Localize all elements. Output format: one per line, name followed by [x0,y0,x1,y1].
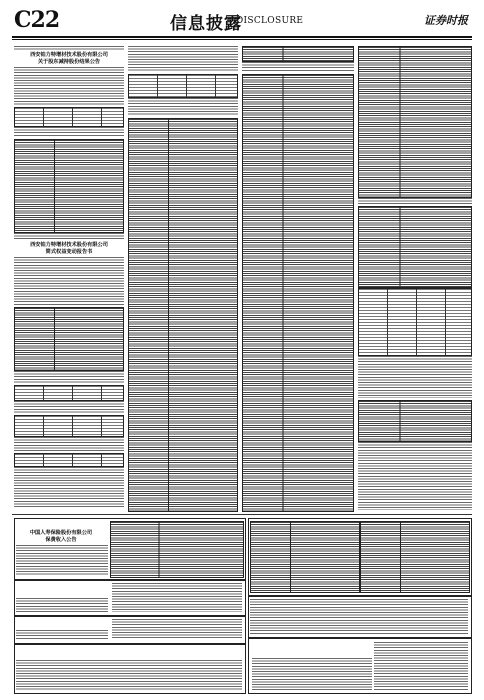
announcement-headline [14,52,124,65]
headline-line: 西安铂力特增材技术股份有限公司 [30,242,108,248]
announcement-headline [16,530,106,543]
data-table [358,206,472,288]
data-table [358,46,472,198]
header-rule [12,36,472,38]
text-column [358,356,472,398]
headline-line: 简式权益变动报告书 [45,248,93,255]
data-table [14,139,124,233]
text-column [16,660,242,690]
text-column [128,46,238,72]
text-column [14,467,124,507]
page-number: C22 [14,7,60,33]
text-column [358,442,472,510]
text-column [128,98,238,116]
text-column [374,642,468,690]
text-column [250,599,468,634]
section-divider [12,514,472,515]
text-column [14,127,124,137]
data-table [128,74,238,98]
text-column [14,371,124,383]
headline-line: 保费收入公告 [45,536,77,543]
text-column [358,198,472,204]
text-column [14,67,124,105]
text-column [16,630,108,640]
text-column [252,658,372,690]
section-subtitle: DISCLOSURE [236,16,304,26]
text-column [14,233,124,241]
data-table [14,107,124,127]
text-column [112,583,242,612]
data-table [242,46,354,62]
data-table [358,400,472,442]
data-table [358,288,472,356]
section-title: 信息披露 [170,14,242,34]
newspaper-logo: 证券时报 [424,14,468,27]
text-column [14,46,124,51]
headline-line: 关于股东减持股份结果公告 [37,58,101,65]
header-rule-thin [12,39,472,40]
headline-line: 西安铂力特增材技术股份有限公司 [30,52,108,58]
data-table [14,307,124,371]
data-table [14,415,124,437]
text-column [14,437,124,451]
data-table [14,453,124,467]
text-column [14,257,124,305]
data-table [250,521,360,593]
data-table [360,521,470,593]
data-table [110,521,244,578]
text-column [16,598,108,612]
text-column [16,545,108,575]
announcement-headline [14,242,124,255]
data-table [242,74,354,512]
text-column [112,619,242,640]
data-table [14,385,124,401]
text-column [242,62,354,72]
headline-line: 中国人寿保险股份有限公司 [29,530,93,536]
data-table [128,118,238,512]
text-column [14,401,124,413]
